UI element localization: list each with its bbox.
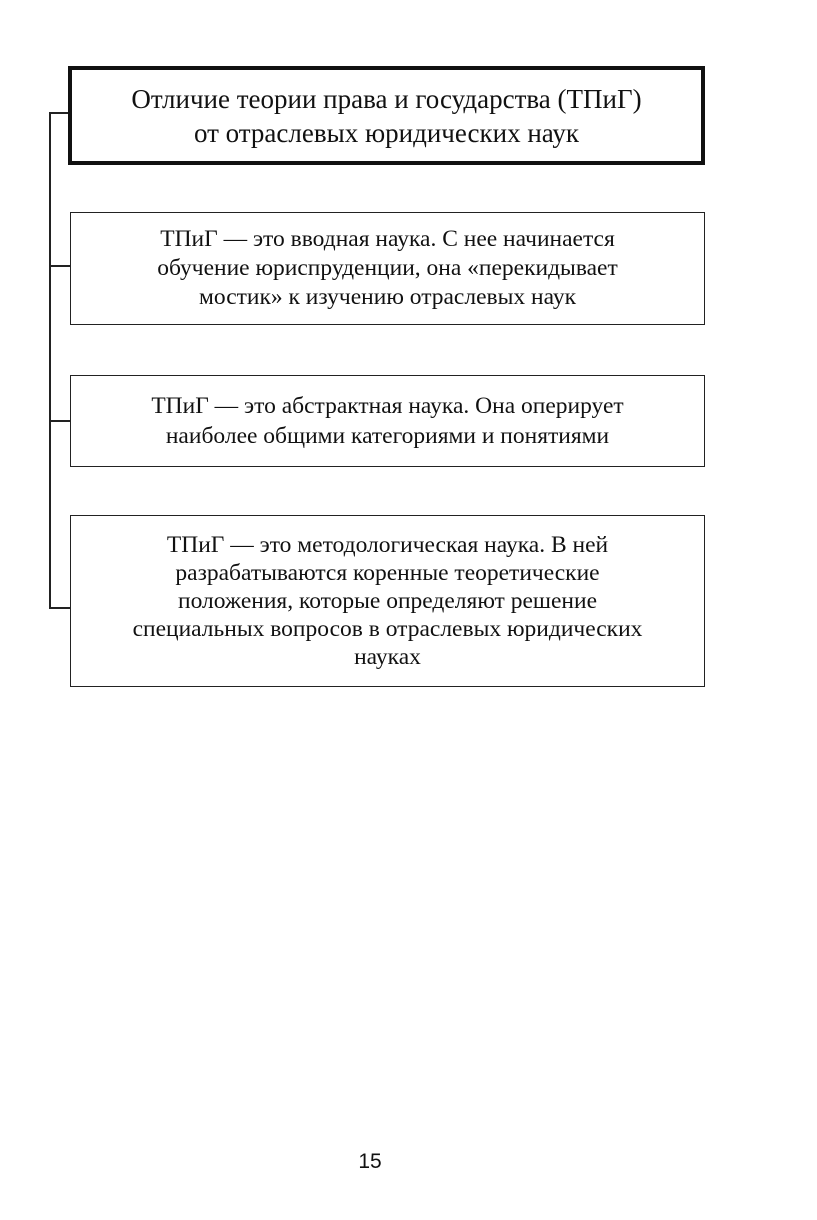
- title-line: от отраслевых юридических наук: [193, 117, 580, 148]
- box-text-line: ТПиГ — это абстрактная наука. Она оперирует: [151, 393, 624, 419]
- box-text-line: науках: [354, 644, 421, 670]
- introductory-science-box: [70, 212, 705, 325]
- box-text-line: специальных вопросов в отраслевых юридических: [132, 616, 643, 642]
- box-text-line: наиболее общими категориями и понятиями: [165, 423, 610, 449]
- abstract-science-box: [70, 375, 705, 467]
- box-text-line: ТПиГ — это методологическая наука. В ней: [166, 532, 609, 558]
- bracket-tick-box-1: [49, 265, 70, 267]
- box-text-line: мостик» к изучению отраслевых наук: [198, 284, 577, 310]
- diagram-title-box: [68, 66, 705, 165]
- box-text-line: ТПиГ — это вводная наука. С нее начинается: [160, 226, 615, 252]
- methodological-science-box: [70, 515, 705, 687]
- title-line: Отличие теории права и государства (ТПиГ): [131, 83, 642, 114]
- page-number: 15: [358, 1150, 382, 1173]
- box-text-line: положения, которые определяют решение: [178, 588, 597, 614]
- bracket-vertical-line: [49, 112, 51, 608]
- bracket-tick-title: [49, 112, 69, 114]
- bracket-tick-box-3: [49, 607, 70, 609]
- box-text-line: разрабатываются коренные теоретические: [175, 560, 600, 586]
- bracket-tick-box-2: [49, 420, 70, 422]
- box-text-line: обучение юриспруденции, она «перекидывает: [157, 255, 618, 281]
